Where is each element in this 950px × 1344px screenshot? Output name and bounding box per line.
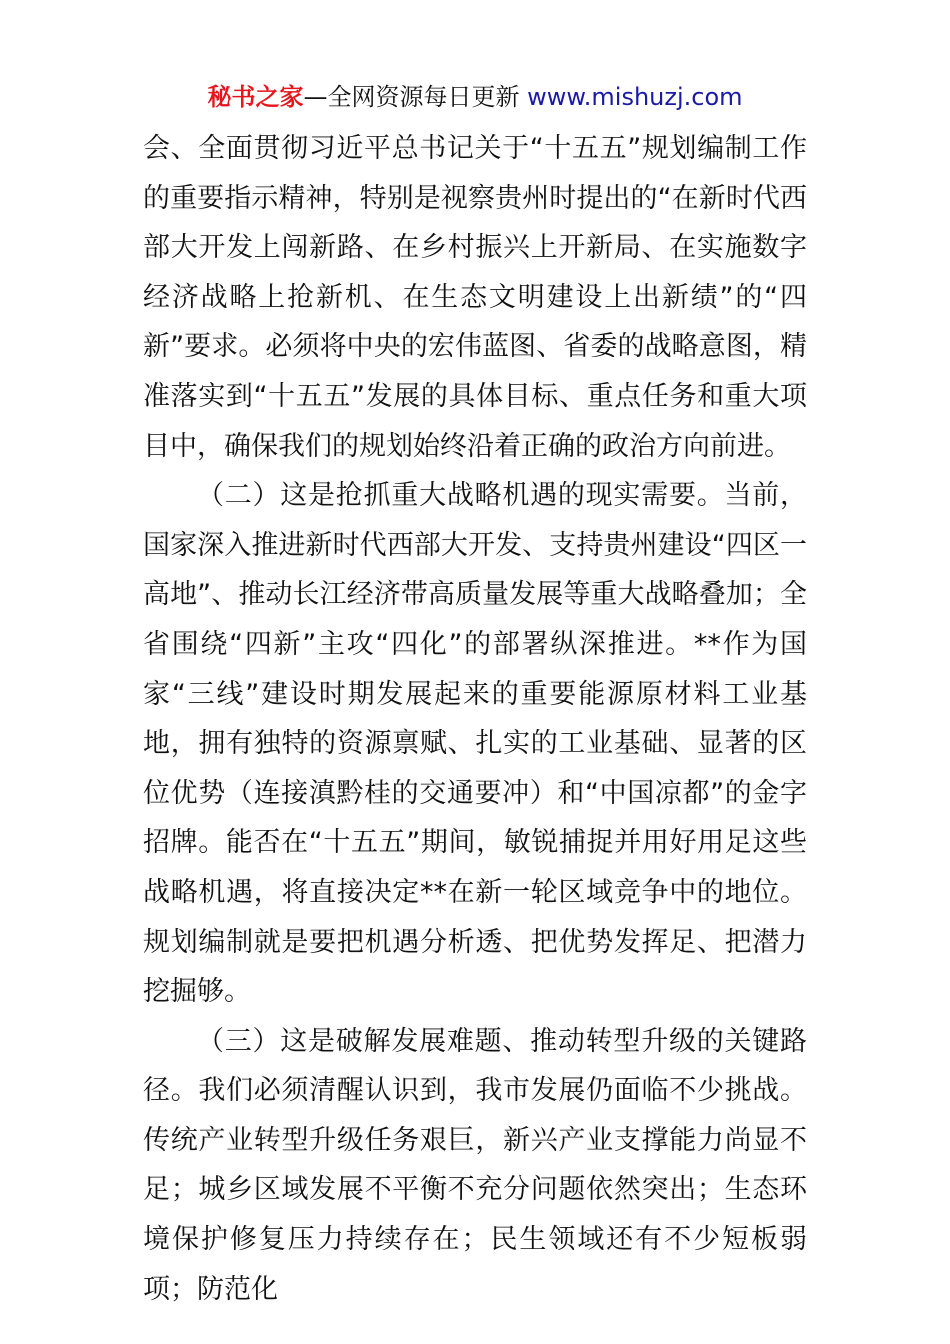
page-header <box>0 80 950 114</box>
brand-name: 秘书之家 <box>207 83 304 111</box>
paragraph-section-2: （二）这是抢抓重大战略机遇的现实需要。当前，国家深入推进新时代西部大开发、支持贵州建设“四区一高地”、推动长江经济带高质量发展等重大战略叠加；全省围绕“四新”主攻“四化”的部署纵深推进。**作为国家“三线”建设时期发展起来的重要能源原材料工业基地，拥有独特的资源禀赋、扎实的工业基础、显著的区位优势（连接滇黔桂的交通要冲）和“中国凉都”的金字招牌。能否在“十五五”期间，敏锐捕捉并用好用足这些战略机遇，将直接决定**在新一轮区域竞争中的地位。规划编制就是要把机遇分析透、把优势发挥足、把潜力挖掘够。 <box>143 480 807 1008</box>
website-link[interactable]: www.mishuzj.com <box>527 83 743 111</box>
document-body <box>143 124 807 1314</box>
header-tagline: —全网资源每日更新 <box>303 83 520 111</box>
paragraph-continuation: 会、全面贯彻习近平总书记关于“十五五”规划编制工作的重要指示精神，特别是视察贵州时提出的“在新时代西部大开发上闯新路、在乡村振兴上开新局、在实施数字经济战略上抢新机、在生态文明建设上出新绩”的“四新”要求。必须将中央的宏伟蓝图、省委的战略意图，精准落实到“十五五”发展的具体目标、重点任务和重大项目中，确保我们的规划始终沿着正确的政治方向前进。 <box>143 133 807 462</box>
paragraph-section-3: （三）这是破解发展难题、推动转型升级的关键路径。我们必须清醒认识到，我市发展仍面临不少挑战。传统产业转型升级任务艰巨，新兴产业支撑能力尚显不足；城乡区域发展不平衡不充分问题依然突出；生态环境保护修复压力持续存在；民生领域还有不少短板弱项；防范化 <box>143 1025 807 1305</box>
